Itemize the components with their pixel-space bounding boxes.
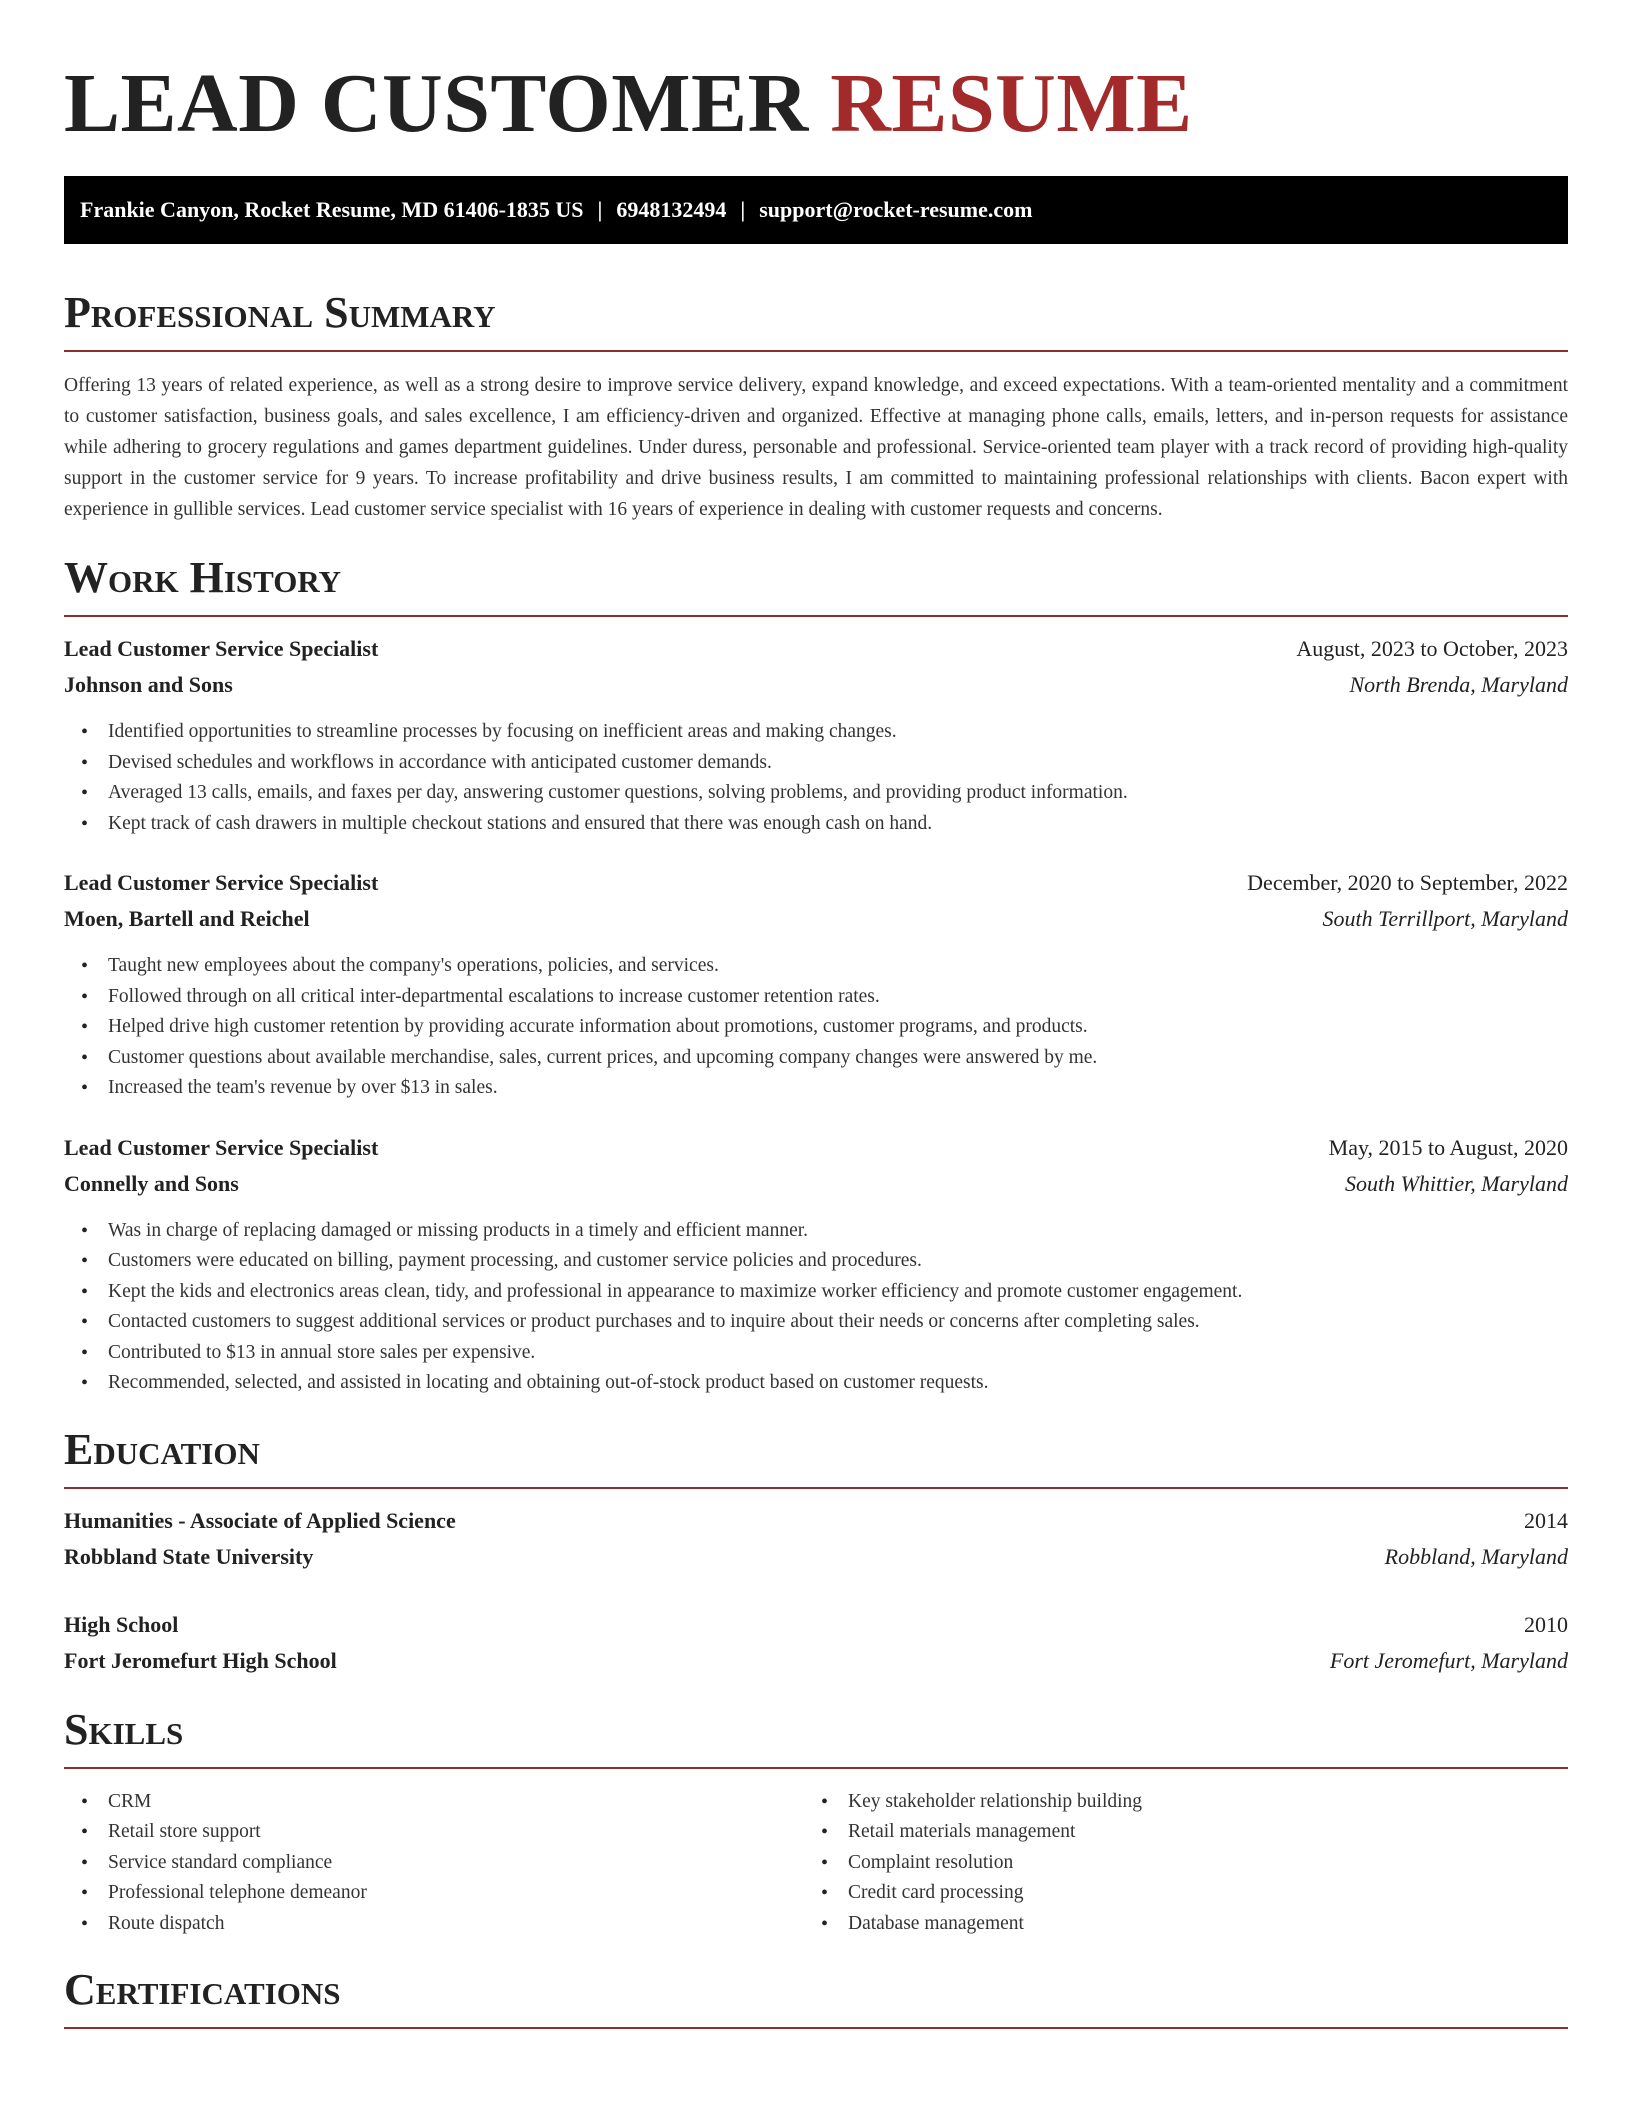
education-school: Fort Jeromefurt High School [64,1647,337,1673]
education-year: 2014 [1524,1507,1568,1533]
list-item: • Averaged 13 calls, emails, and faxes per day, answering customer questions, solving problems, and providing product information. [64,778,1568,809]
job-company: Moen, Bartell and Reichel [64,906,310,931]
job-company: Connelly and Sons [64,1170,239,1196]
list-item: • Route dispatch [64,1909,804,1940]
contact-phone: 6948132494 [616,197,727,222]
job-entry [64,865,1568,1104]
education-school: Robbland State University [64,1543,314,1569]
education-location: Robbland, Maryland [1384,1543,1568,1569]
list-item: • Retail materials management [804,1817,1544,1848]
list-item: • Kept the kids and electronics areas clean, tidy, and professional in appearance to maximize worker efficiency and promote customer engagement. [64,1277,1568,1308]
list-item: • Identified opportunities to streamline processes by focusing on inefficient areas and making changes. [64,717,1568,748]
list-item: • Customer questions about available merchandise, sales, current prices, and upcoming company changes were answered by me. [64,1043,1568,1074]
list-item: • Retail store support [64,1817,804,1848]
list-item: • Increased the team's revenue by over $13 in sales. [64,1073,1568,1104]
job-bullets [64,1216,1568,1399]
job-dates: May, 2015 to August, 2020 [1328,1134,1568,1160]
job-entry [64,631,1568,839]
skills-column-left [64,1787,804,1940]
contact-separator: | [740,197,746,222]
education-entry [64,1503,1568,1575]
list-item: • Credit card processing [804,1878,1544,1909]
list-item: • Service standard compliance [64,1848,804,1879]
job-dates: December, 2020 to September, 2022 [1247,870,1568,895]
list-item: • Contributed to $13 in annual store sales per expensive. [64,1338,1568,1369]
job-bullets [64,951,1568,1104]
job-dates: August, 2023 to October, 2023 [1296,636,1568,661]
resume-title [64,54,1568,154]
job-title: Lead Customer Service Specialist [64,1134,379,1160]
education-entry [64,1607,1568,1679]
education-year: 2010 [1524,1611,1568,1637]
job-entry [64,1130,1568,1399]
contact-bar [64,176,1568,244]
section-heading-work: Work History [64,553,1568,617]
title-accent: RESUME [830,57,1193,150]
education-location: Fort Jeromefurt, Maryland [1329,1647,1568,1673]
job-bullets [64,717,1568,839]
job-title: Lead Customer Service Specialist [64,870,379,895]
summary-text: Offering 13 years of related experience, as well as a strong desire to improve service delivery, expand knowledge, and exceed expectations. With a team-oriented mentality and a commitment to customer satisfaction, business goals, and sales excellence, I am efficiency-driven and organized. Effective at managing phone calls, emails, letters, and in-person requests for assistance while adhering to grocery regulations and games department guidelines. Under duress, personable and professional. Service-oriented team player with a track record of providing high-quality support in the customer service for 9 years. To increase profitability and drive business results, I am committed to maintaining professional relationships with clients. Bacon expert with experience in gullible services. Lead customer service specialist with 16 years of experience in dealing with customer requests and concerns. [64,375,1568,520]
skills-list [64,1787,1568,1940]
list-item: • Followed through on all critical inter-departmental escalations to increase customer retention rates. [64,982,1568,1013]
list-item: • Was in charge of replacing damaged or missing products in a timely and efficient manner. [64,1216,1568,1247]
contact-email: support@rocket-resume.com [759,197,1033,222]
contact-address: Frankie Canyon, Rocket Resume, MD 61406-1835 US [80,197,584,222]
education-degree: Humanities - Associate of Applied Science [64,1507,456,1533]
job-company: Johnson and Sons [64,672,233,697]
list-item: • Recommended, selected, and assisted in locating and obtaining out-of-stock product based on customer requests. [64,1368,1568,1399]
section-heading-skills: Skills [64,1705,1568,1769]
education-degree: High School [64,1611,179,1637]
job-title: Lead Customer Service Specialist [64,636,379,661]
list-item: • Contacted customers to suggest additional services or product purchases and to inquire about their needs or concerns after completing sales. [64,1307,1568,1338]
resume-page [64,0,1568,2029]
list-item: • Professional telephone demeanor [64,1878,804,1909]
job-location: North Brenda, Maryland [1349,672,1568,697]
job-location: South Terrillport, Maryland [1322,906,1568,931]
list-item: • Key stakeholder relationship building [804,1787,1544,1818]
contact-separator: | [597,197,603,222]
section-heading-summary: Professional Summary [64,288,1568,352]
section-heading-education: Education [64,1425,1568,1489]
list-item: • Complaint resolution [804,1848,1544,1879]
section-heading-certifications: Certifications [64,1965,1568,2029]
list-item: • Devised schedules and workflows in accordance with anticipated customer demands. [64,748,1568,779]
list-item: • CRM [64,1787,804,1818]
skills-column-right [804,1787,1544,1940]
title-main: LEAD CUSTOMER [64,57,809,150]
list-item: • Helped drive high customer retention by providing accurate information about promotions, customer programs, and products. [64,1012,1568,1043]
list-item: • Database management [804,1909,1544,1940]
list-item: • Customers were educated on billing, payment processing, and customer service policies and procedures. [64,1246,1568,1277]
list-item: • Kept track of cash drawers in multiple checkout stations and ensured that there was enough cash on hand. [64,809,1568,840]
job-location: South Whittier, Maryland [1344,1170,1568,1196]
list-item: • Taught new employees about the company's operations, policies, and services. [64,951,1568,982]
